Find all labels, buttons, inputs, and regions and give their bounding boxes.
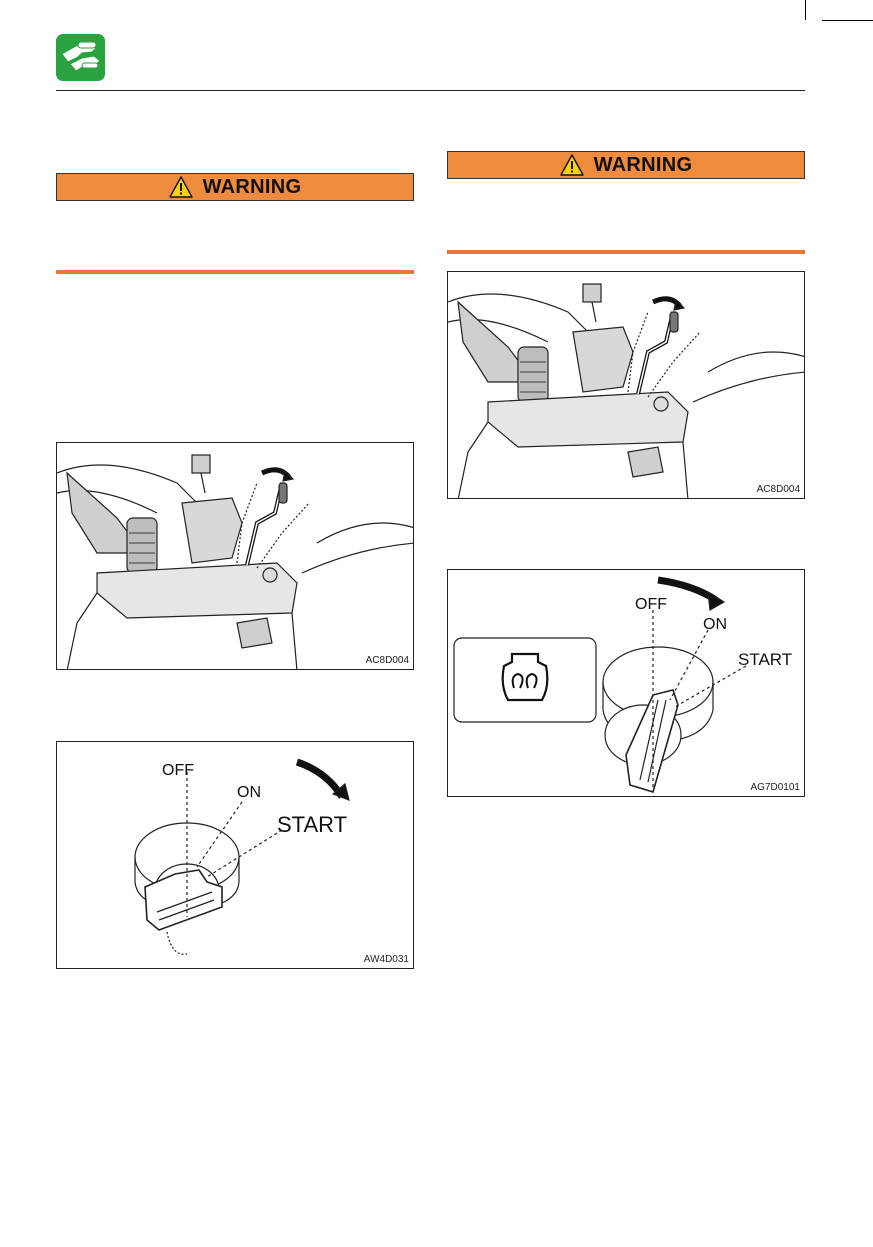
section-rule-left — [56, 270, 414, 274]
section-rule-right — [447, 250, 805, 254]
warning-label: WARNING — [593, 153, 693, 176]
crop-mark-top — [805, 0, 806, 20]
starter-switch-illustration — [57, 742, 414, 969]
figure-code: AG7D0101 — [750, 782, 800, 793]
figure-switch-right — [447, 569, 805, 797]
figure-code: AW4D031 — [363, 954, 409, 965]
start-label: START — [738, 650, 793, 669]
figure-lever-right — [447, 271, 805, 499]
warning-triangle-icon — [560, 154, 584, 176]
off-label: OFF — [162, 762, 194, 779]
figure-code: AC8D004 — [756, 484, 800, 495]
figure-switch-left — [56, 741, 414, 969]
on-label: ON — [703, 616, 727, 633]
lever-illustration — [57, 443, 414, 670]
starter-switch-illustration — [448, 570, 805, 797]
lever-illustration — [448, 272, 805, 499]
warning-banner-right — [447, 151, 805, 179]
start-label: START — [277, 812, 348, 837]
on-label: ON — [237, 784, 261, 801]
off-label: OFF — [635, 596, 667, 613]
warning-label: WARNING — [202, 175, 302, 198]
figure-lever-left — [56, 442, 414, 670]
warning-triangle-icon — [169, 176, 193, 198]
operation-hand-icon — [56, 34, 105, 81]
crop-mark-right — [822, 20, 873, 21]
header-rule — [56, 90, 805, 91]
warning-banner-left — [56, 173, 414, 201]
figure-code: AC8D004 — [365, 655, 409, 666]
